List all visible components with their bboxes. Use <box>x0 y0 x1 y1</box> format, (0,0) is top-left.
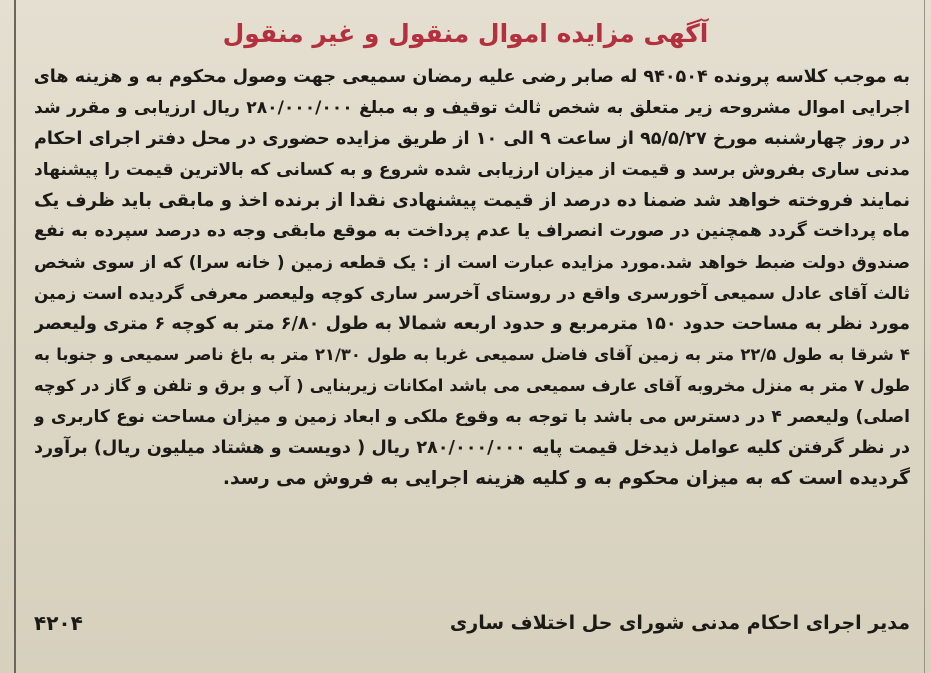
notice-line: ۴ شرقا به طول ۲۲/۵ متر به زمین آقای فاضل سمیعی غربا به طول ۲۱/۳۰ متر به باغ ناصر سمیعی و جنوبا به <box>34 345 910 365</box>
notice-line: گردیده است که به میزان محکوم به و کلیه هزینه اجرایی به فروش می رسد. <box>222 467 910 489</box>
issuer-signature: مدیر اجرای احکام مدنی شورای حل اختلاف ساری <box>449 612 910 634</box>
notice-line: در روز چهارشنبه مورخ ۹۵/۵/۲۷ از ساعت ۹ الی ۱۰ از طریق مزایده حضوری در محل دفتر اجرای احکام <box>34 128 910 149</box>
notice-line: نمایند فروخته خواهد شد ضمنا ده درصد از قیمت پیشنهادی نقدا از برنده اخذ و مابقی باید ظرف یک <box>34 189 910 211</box>
notice-line: مدنی ساری بفروش برسد و قیمت از میزان ارزیابی شده شروع و به کسانی که بالاترین قیمت را پیشنهاد <box>34 159 910 180</box>
notice-line: اصلی) ولیعصر ۴ در دسترس می باشد با توجه به وقوع ملکی و ابعاد زمین و میزان مساحت نوع کاربری و <box>34 406 910 427</box>
notice-line: ماه پرداخت گردد همچنین در صورت انصراف یا عدم پرداخت به موقع مابقی وجه ده درصد سپرده به نفع <box>34 221 910 242</box>
notice-title: آگهی مزایده اموال منقول و غیر منقول <box>222 19 709 48</box>
notice-footer <box>34 605 910 645</box>
notice-line: به موجب کلاسه پرونده ۹۴۰۵۰۴ له صابر رضی علیه رمضان سمیعی جهت وصول محکوم به و هزینه های <box>34 67 910 87</box>
clipping-edge <box>924 0 925 673</box>
notice-body <box>34 62 910 494</box>
notice-line: صندوق دولت ضبط خواهد شد.مورد مزایده عبارت است از : یک قطعه زمین ( خانه سرا) که از سوی شخص <box>34 252 910 273</box>
ad-code: ۴۲۰۴ <box>34 611 83 635</box>
notice-line: مورد نظر به مساحت حدود ۱۵۰ مترمربع و حدود اربعه شمالا به طول ۶/۸۰ متر به کوچه ۶ متری ولیعصر <box>34 314 910 335</box>
notice-line: اجرایی اموال مشروحه زیر متعلق به شخص ثالث توقیف و به مبلغ ۲۸۰/۰۰۰/۰۰۰ ریال ارزیابی و مقرر شد <box>34 97 910 118</box>
column-divider <box>14 0 16 673</box>
notice-line: ثالث آقای عادل سمیعی آخورسری واقع در روستای آخرسر ساری کوچه ولیعصر معرفی گردیده است زمین <box>34 283 910 304</box>
notice-line: در نظر گرفتن کلیه عوامل ذیدخل قیمت پایه ۲۸۰/۰۰۰/۰۰۰ ریال ( دویست و هشتاد میلیون ریال) برآورد <box>34 437 910 458</box>
notice-line: طول ۷ متر به منزل مخروبه آقای عارف سمیعی می باشد امکانات زیربنایی ( آب و برق و تلفن و گاز در کوچه <box>34 375 910 395</box>
